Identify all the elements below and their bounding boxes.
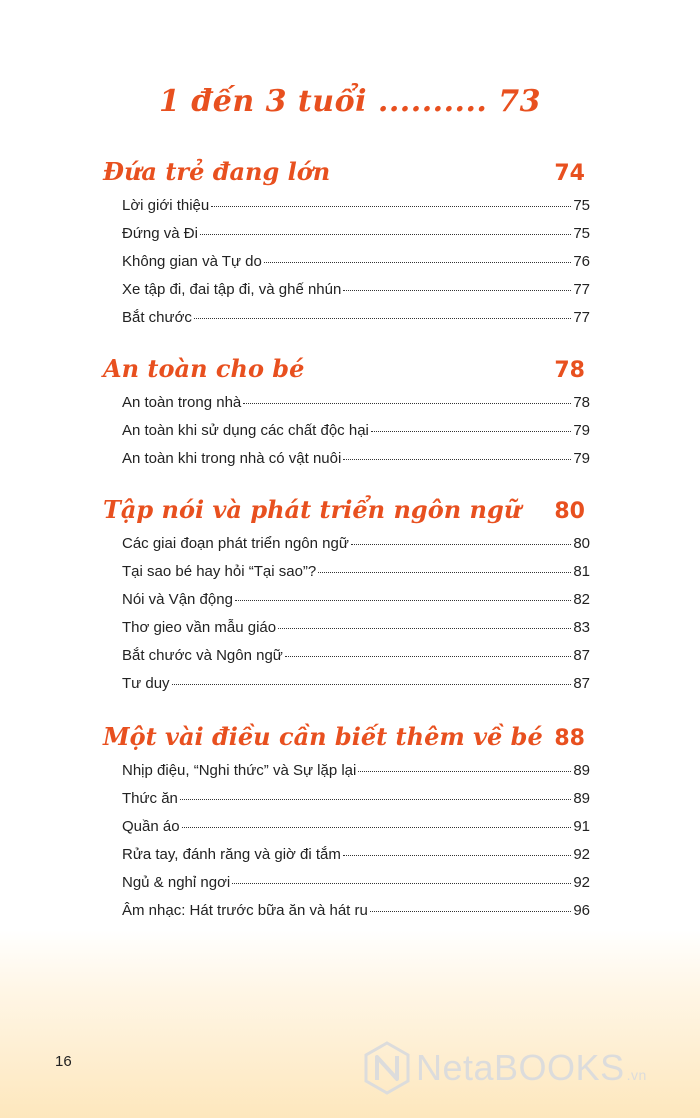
toc-entry-page: 77 bbox=[573, 281, 590, 298]
toc-entry-page: 81 bbox=[573, 563, 590, 580]
toc-entry[interactable] bbox=[122, 422, 590, 450]
section-heading[interactable] bbox=[103, 157, 585, 189]
watermark-logo bbox=[362, 1040, 647, 1096]
section-heading-page: 80 bbox=[554, 499, 585, 524]
toc-entry[interactable] bbox=[122, 394, 590, 422]
toc-entry[interactable] bbox=[122, 591, 590, 619]
dot-leader bbox=[343, 459, 571, 460]
toc-entry-page: 96 bbox=[573, 902, 590, 919]
netabooks-logo-icon bbox=[362, 1040, 412, 1096]
toc-entry-page: 89 bbox=[573, 790, 590, 807]
toc-entry-label: Nói và Vận động bbox=[122, 591, 233, 608]
toc-entry-label: Rửa tay, đánh răng và giờ đi tắm bbox=[122, 846, 341, 863]
toc-entry-page: 78 bbox=[573, 394, 590, 411]
toc-entry[interactable] bbox=[122, 818, 590, 846]
section-heading-label: An toàn cho bé bbox=[103, 354, 305, 383]
dot-leader bbox=[351, 544, 571, 545]
dot-leader bbox=[285, 656, 571, 657]
toc-entry-label: Tại sao bé hay hỏi “Tại sao”? bbox=[122, 563, 317, 580]
page-number: 16 bbox=[55, 1053, 72, 1070]
toc-entry-page: 87 bbox=[573, 647, 590, 664]
toc-entry[interactable] bbox=[122, 790, 590, 818]
dot-leader bbox=[211, 206, 571, 207]
toc-entry-label: Xe tập đi, đai tập đi, và ghế nhún bbox=[122, 281, 342, 298]
toc-entry[interactable] bbox=[122, 253, 590, 281]
toc-entry-page: 92 bbox=[573, 874, 590, 891]
dot-leader bbox=[343, 290, 571, 291]
dot-leader bbox=[194, 318, 571, 319]
dot-leader bbox=[343, 855, 571, 856]
toc-entry[interactable] bbox=[122, 281, 590, 309]
dot-leader bbox=[358, 771, 571, 772]
toc-entry-label: Lời giới thiệu bbox=[122, 197, 210, 214]
watermark-brand: NetaBOOKS bbox=[416, 1047, 625, 1088]
toc-entry-page: 80 bbox=[573, 535, 590, 552]
dot-leader bbox=[278, 628, 571, 629]
toc-entry-label: Ngủ & nghỉ ngơi bbox=[122, 874, 231, 891]
toc-entry-label: Nhịp điệu, “Nghi thức” và Sự lặp lại bbox=[122, 762, 357, 779]
toc-entry-page: 77 bbox=[573, 309, 590, 326]
toc-entry-label: Tư duy bbox=[122, 675, 170, 692]
section-heading-label: Một vài điều cần biết thêm về bé bbox=[103, 722, 543, 751]
dot-leader bbox=[172, 684, 572, 685]
watermark-suffix: .vn bbox=[626, 1067, 647, 1083]
toc-entry-page: 75 bbox=[573, 225, 590, 242]
toc-entry[interactable] bbox=[122, 535, 590, 563]
toc-entry-page: 79 bbox=[573, 450, 590, 467]
toc-entry-page: 76 bbox=[573, 253, 590, 270]
toc-entry-label: An toàn khi trong nhà có vật nuôi bbox=[122, 450, 342, 467]
toc-entry-page: 91 bbox=[573, 818, 590, 835]
toc-entry-page: 75 bbox=[573, 197, 590, 214]
section-heading-page: 88 bbox=[554, 726, 585, 751]
toc-entry-label: An toàn trong nhà bbox=[122, 394, 242, 411]
toc-section bbox=[103, 157, 590, 337]
toc-entry-label: An toàn khi sử dụng các chất độc hại bbox=[122, 422, 369, 439]
toc-entry[interactable] bbox=[122, 874, 590, 902]
watermark-text bbox=[416, 1047, 647, 1089]
toc-entry[interactable] bbox=[122, 619, 590, 647]
toc-entry-label: Thơ gieo vần mẫu giáo bbox=[122, 619, 277, 636]
dot-leader bbox=[235, 600, 571, 601]
toc-entry[interactable] bbox=[122, 309, 590, 337]
toc-entry-label: Thức ăn bbox=[122, 790, 178, 807]
toc-entry[interactable] bbox=[122, 675, 590, 703]
toc-entry-label: Đứng và Đi bbox=[122, 225, 198, 242]
toc-entry[interactable] bbox=[122, 225, 590, 253]
section-heading[interactable] bbox=[103, 354, 585, 386]
section-heading[interactable] bbox=[103, 495, 585, 527]
toc-entry-label: Bắt chước bbox=[122, 309, 192, 326]
section-heading-page: 78 bbox=[554, 358, 585, 383]
dot-leader bbox=[180, 799, 571, 800]
dot-leader bbox=[182, 827, 572, 828]
dot-leader bbox=[318, 572, 571, 573]
section-heading[interactable] bbox=[103, 722, 585, 754]
dot-leader bbox=[232, 883, 571, 884]
toc-entry-page: 79 bbox=[573, 422, 590, 439]
dot-leader bbox=[243, 403, 571, 404]
toc-entry-label: Quần áo bbox=[122, 818, 180, 835]
section-heading-label: Đứa trẻ đang lớn bbox=[103, 157, 331, 186]
toc-entry-label: Các giai đoạn phát triển ngôn ngữ bbox=[122, 535, 349, 552]
toc-entry-label: Bắt chước và Ngôn ngữ bbox=[122, 647, 283, 664]
dot-leader bbox=[371, 431, 571, 432]
toc-entry[interactable] bbox=[122, 647, 590, 675]
dot-leader bbox=[264, 262, 571, 263]
toc-entry[interactable] bbox=[122, 450, 590, 478]
dot-leader bbox=[200, 234, 571, 235]
toc-entry-page: 92 bbox=[573, 846, 590, 863]
toc-entry-page: 82 bbox=[573, 591, 590, 608]
toc-entry[interactable] bbox=[122, 762, 590, 790]
toc-entry-page: 89 bbox=[573, 762, 590, 779]
section-heading-page: 74 bbox=[554, 161, 585, 186]
toc-entry[interactable] bbox=[122, 197, 590, 225]
toc-entry-label: Không gian và Tự do bbox=[122, 253, 262, 270]
dot-leader bbox=[370, 911, 571, 912]
chapter-title: 1 đến 3 tuổi .......... 73 bbox=[158, 84, 542, 119]
toc-entry-label: Âm nhạc: Hát trước bữa ăn và hát ru bbox=[122, 902, 368, 919]
toc-section bbox=[103, 354, 590, 478]
toc-entry[interactable] bbox=[122, 846, 590, 874]
toc-section bbox=[103, 495, 590, 703]
toc-section bbox=[103, 722, 590, 930]
section-heading-label: Tập nói và phát triển ngôn ngữ bbox=[103, 495, 522, 524]
toc-entry-page: 87 bbox=[573, 675, 590, 692]
toc-entry-page: 83 bbox=[573, 619, 590, 636]
toc-entry[interactable] bbox=[122, 563, 590, 591]
toc-entry[interactable] bbox=[122, 902, 590, 930]
